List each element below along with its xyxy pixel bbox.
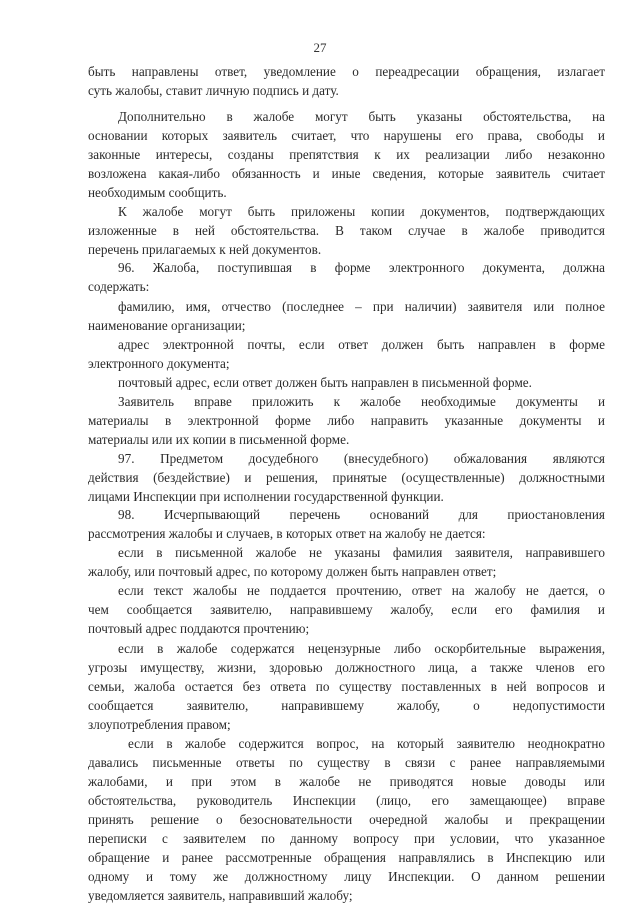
text-line: фамилию, имя, отчество (последнее – при наличии) заявителя или полное xyxy=(118,299,605,314)
text-line: адрес электронной почты, если ответ должен быть направлен в форме xyxy=(118,337,605,352)
text-line: почтовый адрес, если ответ должен быть направлен в письменной форме. xyxy=(118,375,532,390)
text-line: чем сообщается заявителю, направившему жалобу, если его фамилия и xyxy=(88,602,605,617)
text-line: материалы или их копии в письменной форме. xyxy=(88,432,350,447)
text-line: Заявитель вправе приложить к жалобе необходимые документы и xyxy=(118,394,605,409)
text-line: если в письменной жалобе не указаны фамилия заявителя, направившего xyxy=(118,545,605,560)
text-line: необходимым сообщить. xyxy=(88,185,227,200)
text-line: электронного документа; xyxy=(88,356,230,371)
text-line: обстоятельства, руководитель Инспекции (лицо, его замещающее) вправе xyxy=(88,793,605,808)
text-line: 98. Исчерпывающий перечень оснований для приостановления xyxy=(118,507,605,522)
text-line: наименование организации; xyxy=(88,318,246,333)
text-line: изложенные в ней обстоятельства. В таком случае в жалобе приводится xyxy=(88,223,605,238)
text-line: рассмотрения жалобы и случаев, в которых ответ на жалобу не дается: xyxy=(88,526,486,541)
text-line: одному и тому же должностному лицу Инспекции. О данном решении xyxy=(88,869,605,884)
text-line: содержать: xyxy=(88,279,150,294)
text-line: злоупотребления правом; xyxy=(88,717,231,732)
text-line: перечень прилагаемых к ней документов. xyxy=(88,242,322,257)
text-line: жалобу, или почтовый адрес, по которому должен быть направлен ответ; xyxy=(88,564,497,579)
text-line: 97. Предметом досудебного (внесудебного) обжалования являются xyxy=(118,451,605,466)
text-line: Дополнительно в жалобе могут быть указаны обстоятельства, на xyxy=(118,109,605,124)
text-line: действия (бездействие) и решения, принятые (осуществленные) должностными xyxy=(88,470,605,485)
text-line: семьи, жалоба остается без ответа по существу поставленных в ней вопросов и xyxy=(88,679,605,694)
text-line: сообщается заявителю, направившему жалобу, о недопустимости xyxy=(88,698,605,713)
text-line: материалы в электронной форме либо направить указанные документы и xyxy=(88,413,605,428)
text-line: почтовый адрес поддаются прочтению; xyxy=(88,621,310,636)
text-line: возложена какая-либо обязанность и иные сведения, которые заявитель считает xyxy=(88,166,605,181)
text-line: жалобами, и при этом в жалобе не приводятся новые доводы или xyxy=(88,774,605,789)
text-line: 96. Жалоба, поступившая в форме электронного документа, должна xyxy=(118,260,605,275)
text-line: суть жалобы, ставит личную подпись и дату. xyxy=(88,83,339,98)
page-number: 27 xyxy=(313,40,327,55)
text-line: основании которых заявитель считает, что нарушены его права, свободы и xyxy=(88,128,605,143)
text-line: быть направлены ответ, уведомление о переадресации обращения, излагает xyxy=(88,64,605,79)
text-line: если в жалобе содержатся нецензурные либо оскорбительные выражения, xyxy=(118,641,605,656)
text-line: лицами Инспекции при исполнении государственной функции. xyxy=(88,489,444,504)
text-line: угрозы имуществу, жизни, здоровью должностного лица, а также членов его xyxy=(88,660,605,675)
text-line: обращение и ранее рассмотренные обращения направлялись в Инспекцию или xyxy=(88,850,605,865)
text-line: К жалобе могут быть приложены копии документов, подтверждающих xyxy=(118,204,605,219)
text-line: если в жалобе содержится вопрос, на который заявителю неоднократно xyxy=(128,736,605,751)
text-line: если текст жалобы не поддается прочтению, ответ на жалобу не дается, о xyxy=(118,583,605,598)
text-line: принять решение о безосновательности очередной жалобы и прекращении xyxy=(88,812,605,827)
text-line: давались письменные ответы по существу в связи с ранее направляемыми xyxy=(88,755,605,770)
text-line: уведомляется заявитель, направивший жалобу; xyxy=(88,888,353,903)
text-line: законные интересы, созданы препятствия к их реализации либо незаконно xyxy=(88,147,605,162)
text-line: переписки с заявителем по данному вопросу при условии, что указанное xyxy=(88,831,605,846)
